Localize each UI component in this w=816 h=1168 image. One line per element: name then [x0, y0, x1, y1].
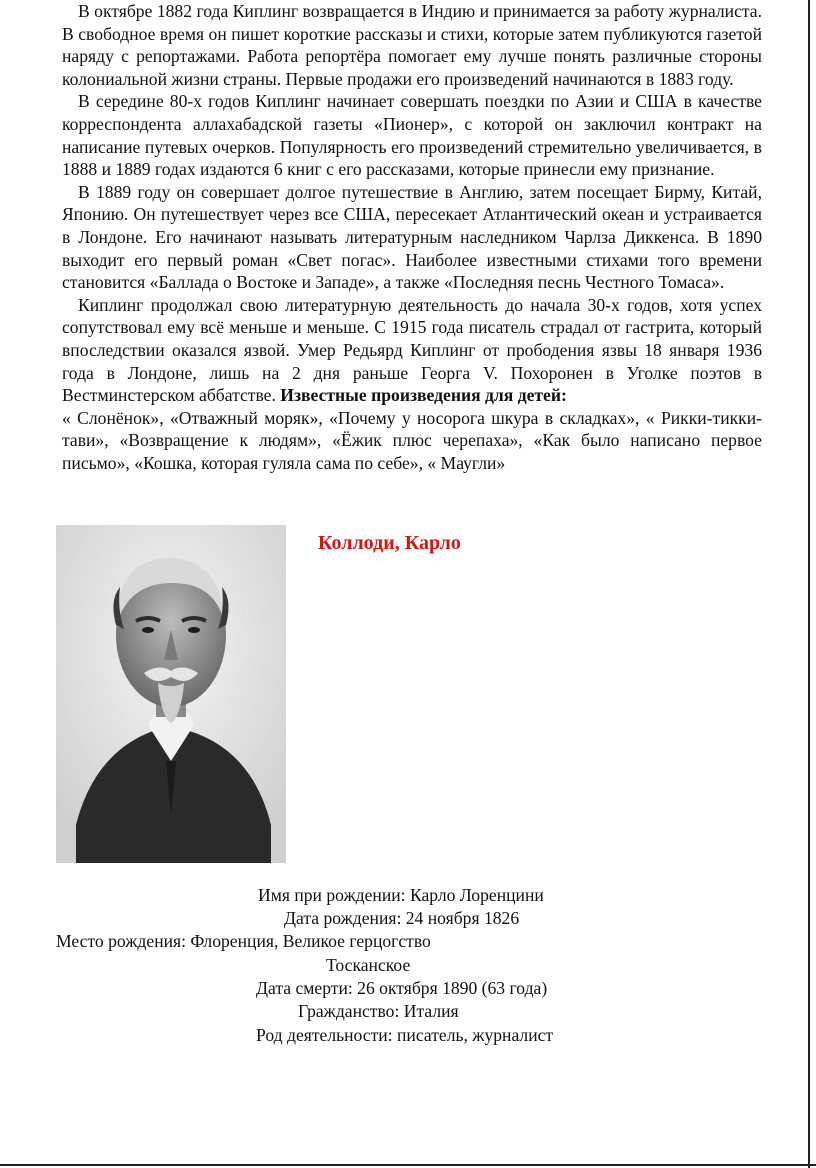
birth-place-line-1: Место рождения: Флоренция, Великое герцогство [56, 931, 431, 951]
portrait-illustration [56, 525, 286, 863]
paragraph-3: В 1889 году он совершает долгое путешествие в Англию, затем посещает Бирму, Китай, Японию. Он путешествует через все США, пересекает Атлантический океан и устраивается в Лондоне. Его начинают называть литературным наследником Чарлза Диккенса. В 1890 выходит его первый роман «Свет погас». Наиболее известными стихами того времени становится «Баллада о Востоке и Западе», а также «Последняя песнь Честного Томаса». [62, 181, 762, 293]
citizenship: Гражданство: Италия [298, 1001, 459, 1021]
page-border-right [808, 0, 810, 1168]
main-text [62, 0, 762, 474]
author-portrait [56, 525, 286, 863]
page-border-bottom [0, 1164, 816, 1166]
death-date: Дата смерти: 26 октября 1890 (63 года) [256, 978, 548, 998]
occupation: Род деятельности: писатель, журналист [256, 1025, 554, 1045]
birth-name: Имя при рождении: Карло Лоренцини [258, 885, 544, 905]
birth-place-line-2: Тосканское [326, 955, 411, 975]
paragraph-1: В октябре 1882 года Киплинг возвращается в Индию и принимается за работу журналиста. В свободное время он пишет короткие рассказы и стихи, которые затем публикуются газетой наряду с репортажами. Работа репортёра помогает ему лучше понять различные стороны колониальной жизни страны. Первые продажи его произведений начинаются в 1883 году. [62, 1, 762, 89]
works-heading: Известные произведения для детей: [280, 385, 567, 406]
birth-date: Дата рождения: 24 ноября 1826 [284, 908, 520, 928]
works-list: « Слонёнок», «Отважный моряк», «Почему у носорога шкура в складках», « Рикки-тикки-тави», «Возвращение к людям», «Ёжик плюс черепаха», «Как было написано первое письмо», «Кошка, которая гуляла сама по себе», « Маугли» [62, 407, 762, 473]
paragraph-2: В середине 80-х годов Киплинг начинает совершать поездки по Азии и США в качестве корреспондента аллахабадской газеты «Пионер», с которой он заключил контракт на написание путевых очерков. Популярность его произведений стремительно увеличивается, в 1888 и 1889 годах издаются 6 книг с его рассказами, которые принесли ему признание. [62, 91, 762, 180]
author-title: Коллоди, Карло [318, 532, 461, 554]
paragraph-4 [62, 294, 762, 407]
paragraph-4-text: Киплинг продолжал свою литературную деятельность до начала 30-х годов, хотя успех сопутствовал ему всё меньше и меньше. С 1915 года писатель страдал от гастрита, который впоследствии оказался язвой. Умер Редьярд Киплинг от прободения язвы 18 января 1936 года в Лондоне, лишь на 2 дня раньше Георга V. Похоронен в Уголке поэтов в Вестминстерском аббатстве. [62, 294, 762, 406]
